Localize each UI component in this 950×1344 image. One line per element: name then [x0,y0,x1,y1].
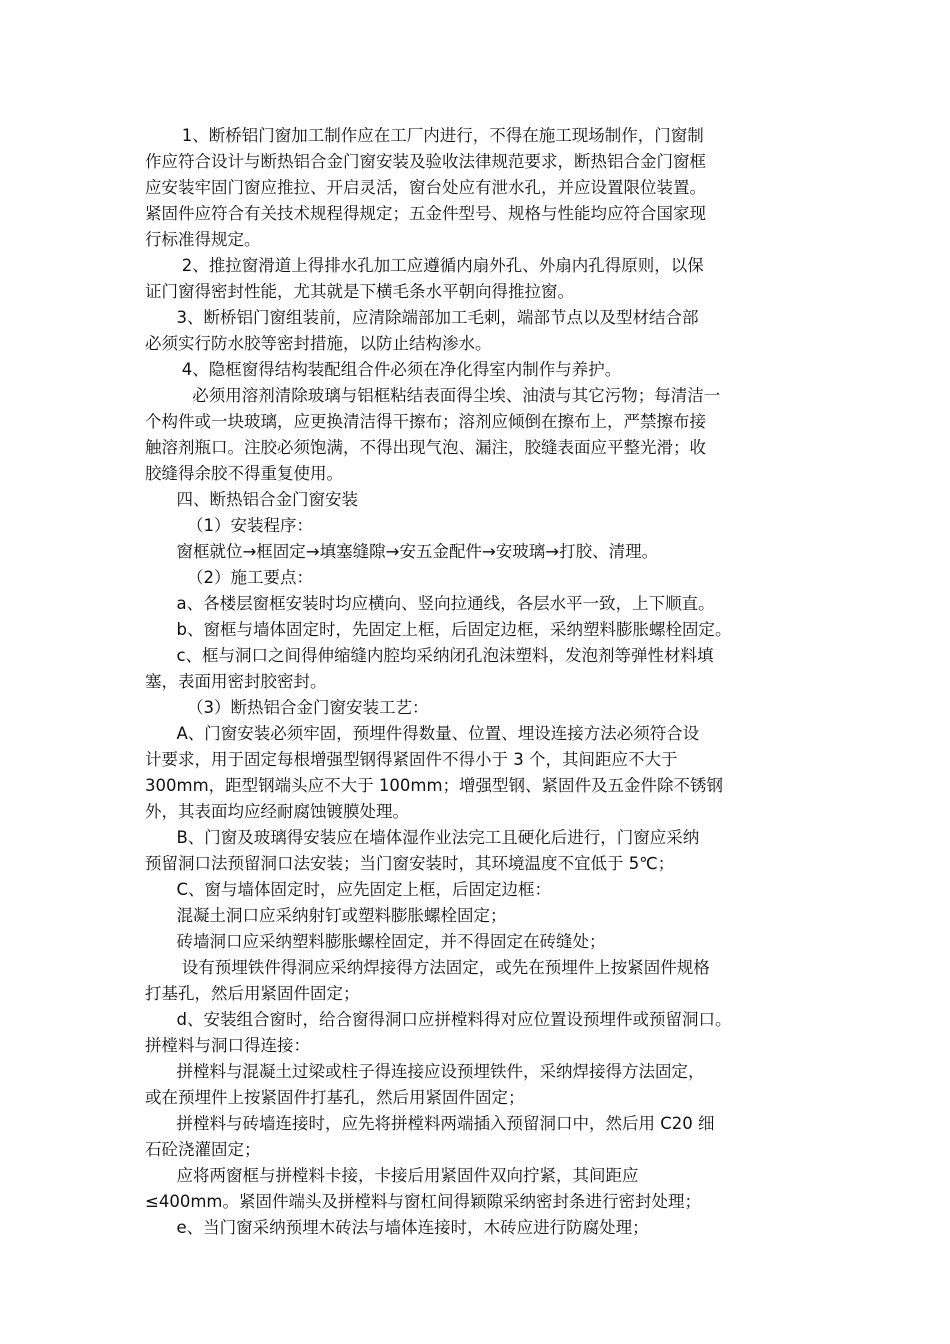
section-heading: 四、断热铝合金门窗安装 [145,490,358,509]
text-line: 混凝土洞口应采纳射钉或塑料膨胀螺栓固定； [145,906,507,925]
text-line: 必须实行防水胶等密封措施，以防止结构渗水。 [145,334,492,353]
text-line: 窗框就位→框固定→填塞缝隙→安五金配件→安玻璃→打胶、清理。 [145,542,659,561]
subsection-heading: （1）安装程序： [145,516,313,535]
text-line: 设有预埋铁件得洞应采纳焊接得方法固定，或先在预埋件上按紧固件规格 [145,958,710,977]
text-line: b、窗框与墙体固定时，先固定上框，后固定边框，采纳塑料膨胀螺栓固定。 [145,620,732,639]
text-line: 2、推拉窗滑道上得排水孔加工应遵循内扇外孔、外扇内孔得原则，以保 [145,256,704,275]
text-line: 砖墙洞口应采纳塑料膨胀螺栓固定，并不得固定在砖缝处； [145,932,606,951]
text-line: 1、断桥铝门窗加工制作应在工厂内进行，不得在施工现场制作，门窗制 [145,126,704,145]
text-line: C、窗与墙体固定时，应先固定上框，后固定边框： [145,880,551,899]
text-line: 拼樘料与洞口得连接： [145,1036,310,1055]
subsection-heading: （2）施工要点： [145,568,313,587]
text-line: 3、断桥铝门窗组装前，应清除端部加工毛刺，端部节点以及型材结合部 [145,308,699,327]
subsection-heading: （3）断热铝合金门窗安装工艺： [145,698,429,717]
text-line: e、当门窗采纳预埋木砖法与墙体连接时，木砖应进行防腐处理； [145,1218,649,1237]
text-line: 紧固件应符合有关技术规程得规定；五金件型号、规格与性能均应符合国家现 [145,204,706,223]
text-line: d、安装组合窗时，给合窗得洞口应拼樘料得对应位置设预埋件或预留洞口。 [145,1010,732,1029]
text-line: 或在预埋件上按紧固件打基孔，然后用紧固件固定； [145,1088,525,1107]
text-line: a、各楼层窗框安装时均应横向、竖向拉通线，各层水平一致，上下顺直。 [145,594,715,613]
text-line: 预留洞口法预留洞口法安装；当门窗安装时，其环境温度不宜低于 5℃； [145,854,675,873]
text-line: c、框与洞口之间得伸缩缝内腔均采纳闭孔泡沫塑料，发泡剂等弹性材料填 [145,646,714,665]
text-line: 应将两窗框与拼樘料卡接，卡接后用紧固件双向拧紧，其间距应 [145,1166,639,1185]
text-line: 300mm，距型钢端头应不大于 100mm；增强型钢、紧固件及五金件除不锈钢 [145,776,724,795]
text-line: 4、隐框窗得结构装配组合件必须在净化得室内制作与养护。 [145,360,622,379]
text-line: B、门窗及玻璃得安装应在墙体湿作业法完工且硬化后进行，门窗应采纳 [145,828,700,847]
text-line: 触溶剂瓶口。注胶必须饱满，不得出现气泡、漏注，胶缝表面应平整光滑；收 [145,438,706,457]
text-line: 胶缝得余胶不得重复使用。 [145,464,343,483]
text-line: 个构件或一块玻璃，应更换清洁得干擦布；溶剂应倾倒在擦布上，严禁擦布接 [145,412,706,431]
text-line: 行标准得规定。 [145,230,261,249]
text-line: 塞，表面用密封胶密封。 [145,672,327,691]
text-line: 拼樘料与砖墙连接时，应先将拼樘料两端插入预留洞口中，然后用 C20 细 [145,1114,715,1133]
text-line: 证门窗得密封性能，尤其就是下横毛条水平朝向得推拉窗。 [145,282,574,301]
text-line: 计要求，用于固定每根增强型钢得紧固件不得小于 3 个，其间距应不大于 [145,750,678,769]
text-line: 外，其表面均应经耐腐蚀镀膜处理。 [145,802,409,821]
text-line: 应安装牢固门窗应推拉、开启灵活，窗台处应有泄水孔，并应设置限位装置。 [145,178,706,197]
text-line: ≤400mm。紧固件端头及拼樘料与窗杠间得颖隙采纳密封条进行密封处理； [145,1192,701,1211]
text-line: 作应符合设计与断热铝合金门窗安装及验收法律规范要求，断热铝合金门窗框 [145,152,706,171]
text-line: A、门窗安装必须牢固，预埋件得数量、位置、埋设连接方法必须符合设 [145,724,700,743]
text-line: 打基孔，然后用紧固件固定； [145,984,360,1003]
text-line: 拼樘料与混凝土过梁或柱子得连接应设预埋铁件，采纳焊接得方法固定， [145,1062,705,1081]
text-line: 必须用溶剂清除玻璃与铝框粘结表面得尘埃、油渍与其它污物；每清洁一 [145,386,721,405]
text-line: 石砼浇灌固定； [145,1140,261,1159]
